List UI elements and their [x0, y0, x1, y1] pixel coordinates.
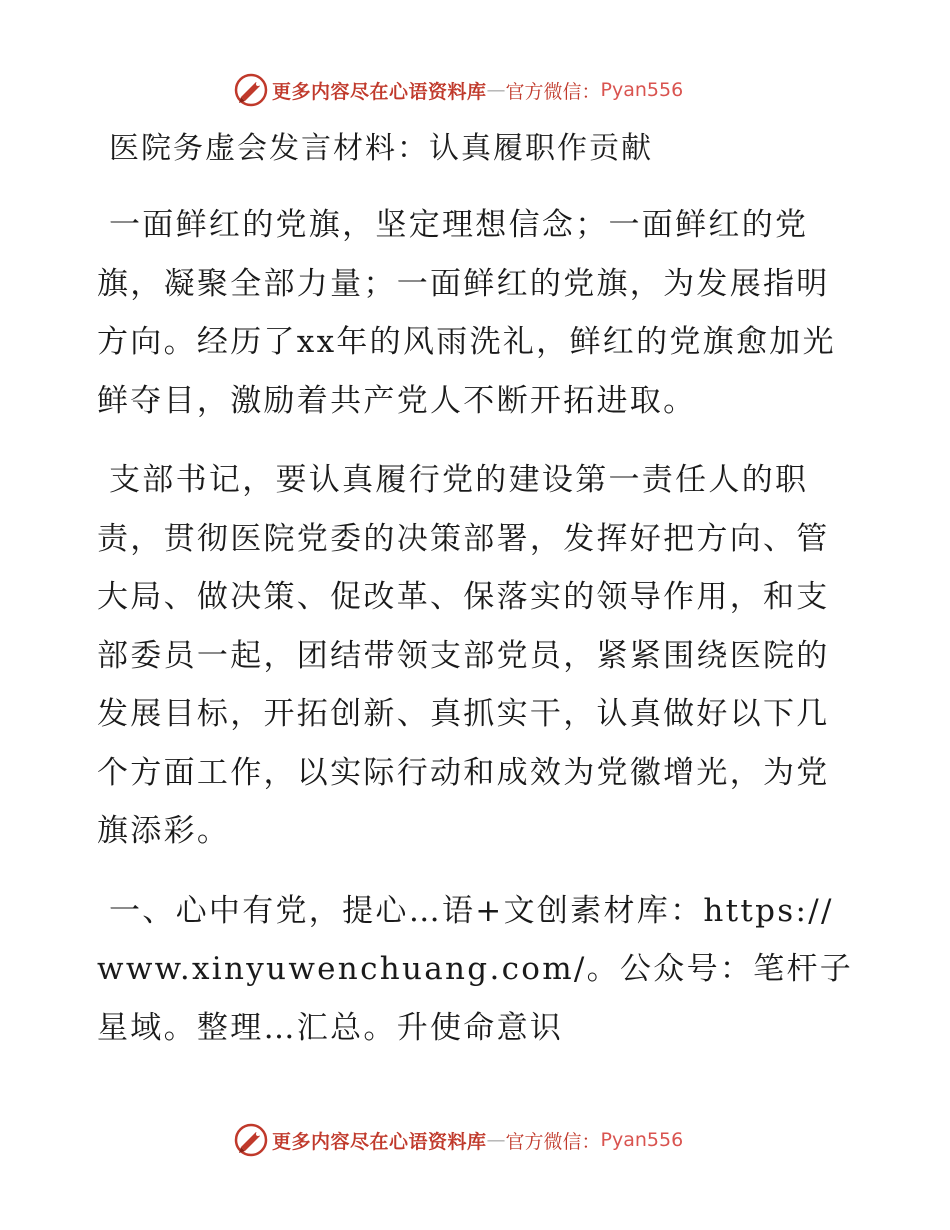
- watermark-wechat-label: 官方微信：: [505, 1130, 601, 1153]
- watermark-text: 更多内容尽在心语资料库: [272, 80, 487, 103]
- watermark-text: 更多内容尽在心语资料库: [272, 1130, 487, 1153]
- header-watermark: [234, 72, 683, 108]
- watermark-dash: —: [486, 1129, 506, 1151]
- watermark-wechat-label: 官方微信：: [505, 80, 601, 103]
- pen-logo-icon: [234, 73, 268, 107]
- paragraph-1: 一面鲜红的党旗，坚定理想信念；一面鲜红的党旗，凝聚全部力量；一面鲜红的党旗，为发展指明方向。经历了xx年的风雨洗礼，鲜红的党旗愈加光鲜夺目，激励着共产党人不断开拓进取。: [97, 207, 836, 419]
- document-body: [97, 122, 857, 1057]
- watermark-wechat-id: Pyan556: [600, 1129, 684, 1151]
- footer-watermark: [234, 1122, 683, 1158]
- watermark-wechat-id: Pyan556: [600, 79, 684, 101]
- document-title: 医院务虚会发言材料：认真履职作贡献: [109, 131, 653, 166]
- paragraph-2: 支部书记，要认真履行党的建设第一责任人的职责，贯彻医院党委的决策部署，发挥好把方向、管大局、做决策、促改革、保落实的领导作用，和支部委员一起，团结带领支部党员，紧紧围绕医院的发展目标，开拓创新、真抓实干，认真做好以下几个方面工作，以实际行动和成效为党徽增光，为党旗添彩。: [97, 462, 830, 849]
- paragraph-3: 一、心中有党，提心…语+文创素材库：https://www.xinyuwenchuang.com/。公众号：笔杆子星域。整理…汇总。升使命意识: [97, 892, 854, 1046]
- pen-logo-icon: [234, 1123, 268, 1157]
- watermark-dash: —: [486, 79, 506, 101]
